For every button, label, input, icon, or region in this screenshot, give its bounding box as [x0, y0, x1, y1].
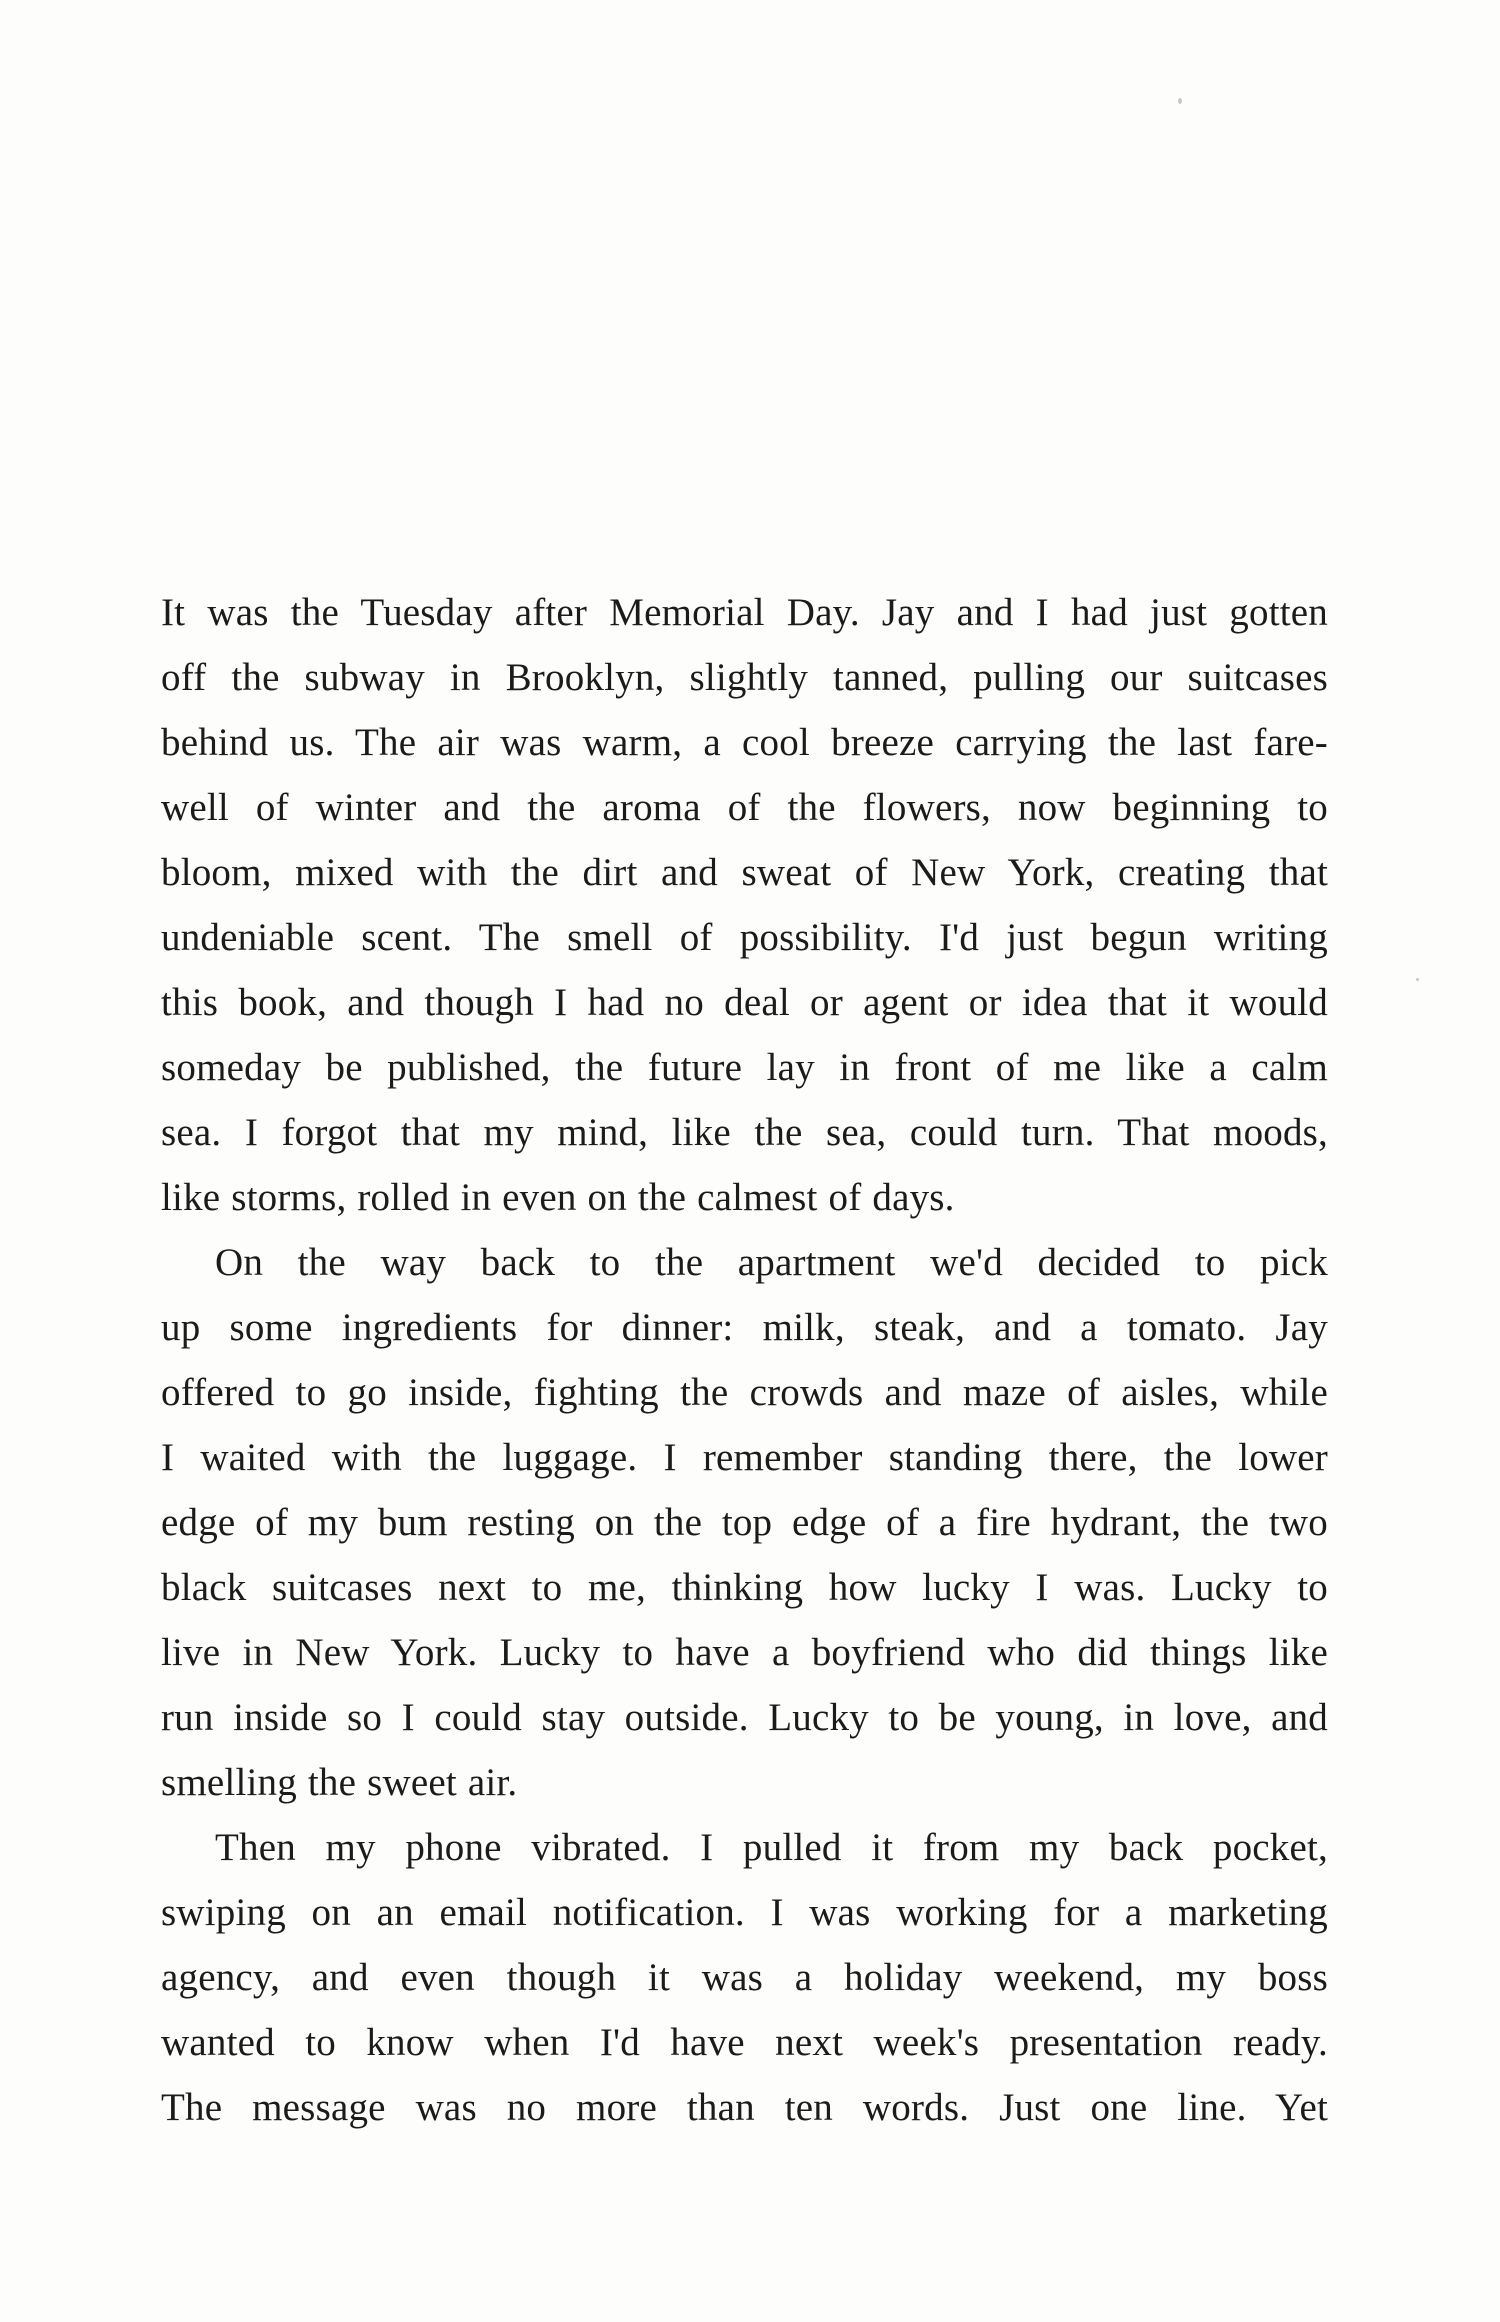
scan-speck	[1416, 978, 1419, 981]
text-line: undeniable scent. The smell of possibility. I'd just begun writing	[161, 916, 1328, 959]
text-line: live in New York. Lucky to have a boyfriend who did things like	[161, 1631, 1328, 1674]
paragraph-3	[161, 1815, 1328, 2140]
text-line: swiping on an email notification. I was working for a marketing	[161, 1891, 1328, 1934]
text-line: wanted to know when I'd have next week's presentation ready.	[161, 2021, 1328, 2064]
paragraph-1	[161, 580, 1328, 1230]
paragraph-2	[161, 1230, 1328, 1815]
text-line: well of winter and the aroma of the flowers, now beginning to	[161, 786, 1328, 829]
text-line: bloom, mixed with the dirt and sweat of New York, creating that	[161, 851, 1328, 894]
text-line: Then my phone vibrated. I pulled it from my back pocket,	[215, 1826, 1328, 1869]
text-line: behind us. The air was warm, a cool breeze carrying the last fare-	[161, 721, 1328, 764]
text-line: smelling the sweet air.	[161, 1761, 518, 1804]
text-line: off the subway in Brooklyn, slightly tanned, pulling our suitcases	[161, 656, 1328, 699]
text-line: this book, and though I had no deal or agent or idea that it would	[161, 981, 1328, 1024]
body-text	[161, 580, 1328, 2140]
text-line: up some ingredients for dinner: milk, steak, and a tomato. Jay	[161, 1306, 1328, 1349]
text-line: On the way back to the apartment we'd decided to pick	[215, 1241, 1328, 1284]
text-line: The message was no more than ten words. Just one line. Yet	[161, 2086, 1328, 2129]
text-line: It was the Tuesday after Memorial Day. Jay and I had just gotten	[161, 591, 1328, 634]
text-line: edge of my bum resting on the top edge of a fire hydrant, the two	[161, 1501, 1328, 1544]
text-line: agency, and even though it was a holiday weekend, my boss	[161, 1956, 1328, 1999]
text-line: sea. I forgot that my mind, like the sea, could turn. That moods,	[161, 1111, 1328, 1154]
text-line: like storms, rolled in even on the calmest of days.	[161, 1176, 955, 1219]
text-line: I waited with the luggage. I remember standing there, the lower	[161, 1436, 1328, 1479]
scan-speck	[1178, 98, 1182, 104]
text-line: black suitcases next to me, thinking how lucky I was. Lucky to	[161, 1566, 1328, 1609]
text-line: someday be published, the future lay in front of me like a calm	[161, 1046, 1328, 1089]
text-line: run inside so I could stay outside. Lucky to be young, in love, and	[161, 1696, 1328, 1739]
text-line: offered to go inside, fighting the crowds and maze of aisles, while	[161, 1371, 1328, 1414]
